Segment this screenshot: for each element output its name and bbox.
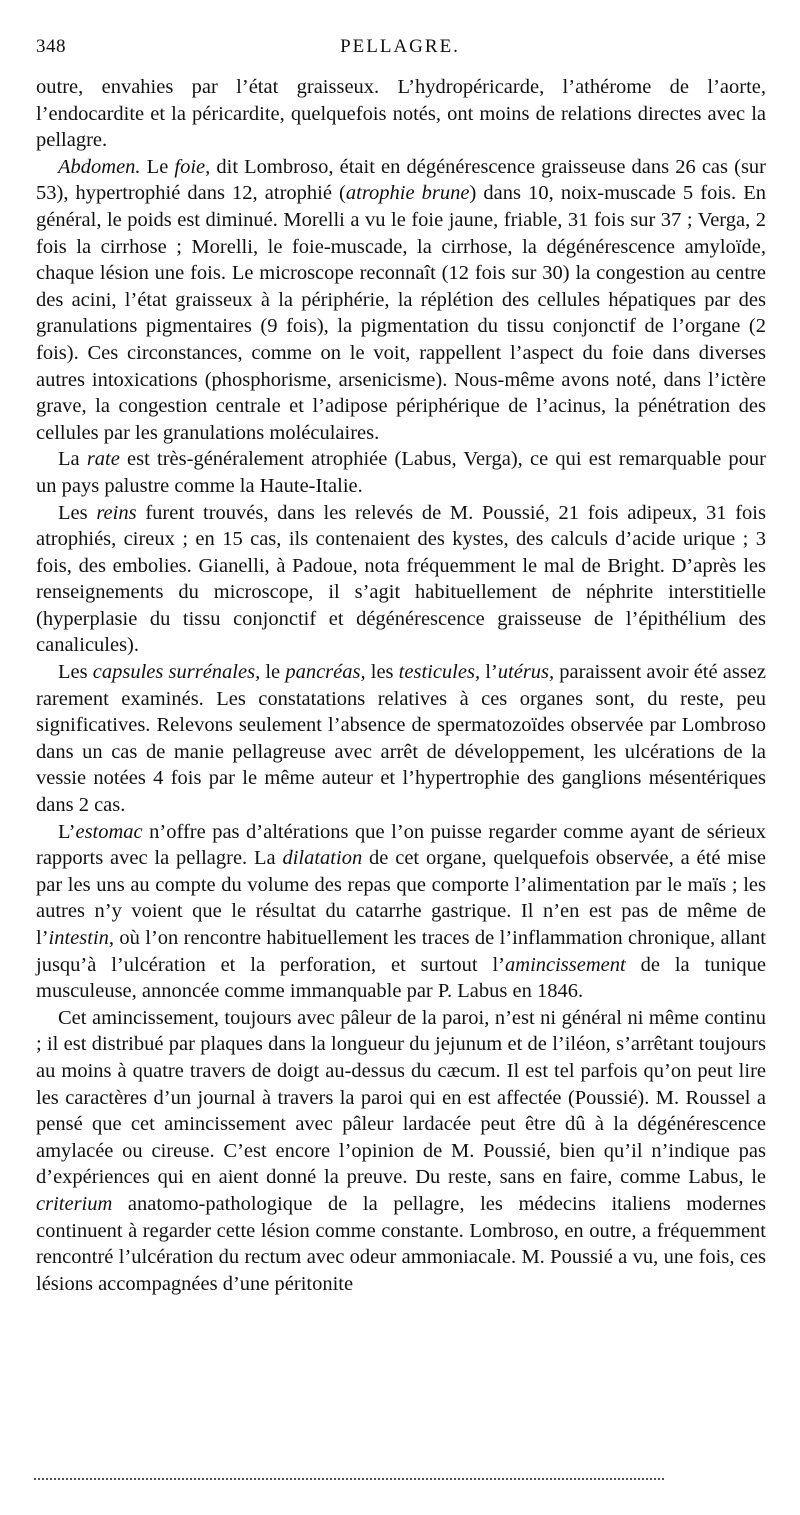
italic-term: dilatation bbox=[282, 847, 363, 870]
text-run: L’ bbox=[58, 820, 76, 843]
italic-term: utérus, bbox=[497, 661, 555, 684]
text-run: Cet amincissement, toujours avec pâleur de la paroi, n’est ni général ni même continu ; il est distribué par plaques dans la longueur du jejunum et de l’iléon, s’arrêtant toujours au moins à quatre travers de doigt au-dessus du cæcum. Il est tel parfois qu’on peut lire les caractères d’un journal à travers la paroi qui en est affectée (Poussié). M. Roussel a pensé que cet amincissement avec pâleur lardacée peut être dû à la dégénérescence amylacée ou cireuse. C’est encore l’opinion de M. Poussié, bien qu’il n’indique pas d’expériences qui en aient donné la preuve. Du reste, sans en faire, comme Labus, le bbox=[36, 1006, 766, 1189]
body-text bbox=[36, 74, 766, 1297]
italic-term: intestin, bbox=[48, 927, 115, 949]
italic-term: foie, bbox=[174, 155, 211, 178]
text-run: outre, envahies par l’état graisseux. L’hydropéricarde, l’athérome de l’aorte, l’endocardite et la péricardite, quelquefois notés, ont moins de relations directes avec la pellagre. bbox=[36, 76, 766, 152]
italic-term: pancréas, bbox=[285, 661, 366, 684]
italic-term: reins bbox=[96, 501, 137, 524]
text-run: Les bbox=[58, 661, 93, 684]
text-run: n’offre pas d’altérations que l’on puisse regarder comme ayant de sérieux rapports avec la pellagre. La bbox=[36, 820, 766, 870]
italic-term: Abdomen. bbox=[58, 155, 141, 178]
text-run: Les bbox=[58, 501, 97, 524]
paragraph-p6 bbox=[36, 819, 766, 1005]
running-head bbox=[36, 36, 764, 62]
text-run: de la tunique musculeuse, annoncée comme immanquable par P. Labus en 1846. bbox=[36, 953, 766, 1003]
text-run: de cet organe, quelquefois observée, a été mise par les uns au compte du volume des repas que comporte l’alimentation par le maïs ; les autres n’y voient que le résultat du catarrhe gastrique. Il n’en est pas de même de l’ bbox=[36, 847, 766, 949]
text-run: anatomo-pathologique de la pellagre, les médecins italiens modernes continuent à regarder cette lésion comme constante. Lombroso, en outre, a fréquemment rencontré l’ulcération du rectum avec odeur ammoniacale. M. Poussié a vu, une fois, ces lésions accompagnées d’une péritonite bbox=[36, 1192, 766, 1295]
text-run: La bbox=[58, 448, 87, 471]
italic-term: estomac bbox=[75, 820, 143, 843]
text-run: le bbox=[260, 661, 286, 684]
text-run: dit Lombroso, était en dégénérescence graisseuse dans 26 cas (sur 53), hypertrophié dans 12, atrophié ( bbox=[36, 155, 767, 205]
italic-term: testicules, bbox=[398, 661, 481, 684]
text-run: est très-généralement atrophiée (Labus, Verga), ce qui est remarquable pour un pays palustre comme la Haute-Italie. bbox=[36, 448, 766, 497]
paragraph-p3 bbox=[36, 446, 766, 499]
text-run: l’ bbox=[480, 661, 498, 684]
italic-term: capsules surrénales, bbox=[92, 661, 261, 684]
text-run: les bbox=[365, 661, 399, 684]
italic-term: amincissement bbox=[505, 953, 626, 976]
paragraph-p5 bbox=[36, 659, 766, 819]
paragraph-p1 bbox=[36, 74, 766, 154]
text-run: ) dans 10, noix-muscade 5 fois. En général, le poids est diminué. Morelli a vu le foie jaune, friable, 31 fois sur 37 ; Verga, 2 fois la cirrhose ; Morelli, le foie-muscade, la cirrhose, la dégénérescence amyloïde, chaque lésion une fois. Le microscope reconnaît (12 fois sur 30) la congestion au centre des acini, l’état graisseux à la périphérie, la réplétion des cellules hépatiques par des granulations pigmentaires (9 fois), la pigmentation du tissu conjonctif de l’organe (2 fois). Ces circonstances, comme on le voit, rappellent l’aspect du foie dans diverses autres intoxications (phosphorisme, arsenicisme). Nous-même avons noté, dans l’ictère grave, la congestion centrale et l’adipose périphérique de l’acinus, la pénétration des cellules par les granulations moléculaires. bbox=[36, 182, 767, 444]
italic-term: atrophie brune bbox=[345, 182, 470, 205]
paragraph-p4 bbox=[36, 500, 766, 660]
paragraph-p7 bbox=[36, 1005, 766, 1298]
text-run: où l’on rencontre habituellement les traces de l’inflammation chronique, allant jusqu’à l’ulcération et la perforation, et surtout l’ bbox=[36, 927, 766, 976]
italic-term: criterium bbox=[36, 1192, 113, 1215]
running-title: PELLAGRE. bbox=[340, 36, 460, 57]
footer-dotted-rule bbox=[34, 1478, 664, 1480]
page-number: 348 bbox=[36, 36, 66, 57]
text-run: paraissent avoir été assez rarement examinés. Les constatations relatives à ces organes sont, du reste, peu significatives. Relevons seulement l’absence de spermatozoïdes observée par Lombroso dans un cas de manie pellagreuse avec arrêt de développement, les ulcérations de la vessie notées 4 fois par le même auteur et l’hypertrophie des ganglions mésentériques dans 2 cas. bbox=[36, 661, 767, 817]
text-run: furent trouvés, dans les relevés de M. Poussié, 21 fois adipeux, 31 fois atrophiés, cireux ; en 15 cas, ils contenaient des kystes, des calculs d’acide urique ; 3 fois, des embolies. Gianelli, à Padoue, nota fréquemment le mal de Bright. D’après les renseignements du microscope, il s’agit habituellement de néphrite interstitielle (hyperplasie du tissu conjonctif et dégénérescence graisseuse de l’épithélium des canalicules). bbox=[36, 501, 766, 657]
italic-term: rate bbox=[86, 448, 120, 471]
paragraph-p2 bbox=[36, 154, 766, 447]
text-run: Le bbox=[140, 155, 175, 178]
